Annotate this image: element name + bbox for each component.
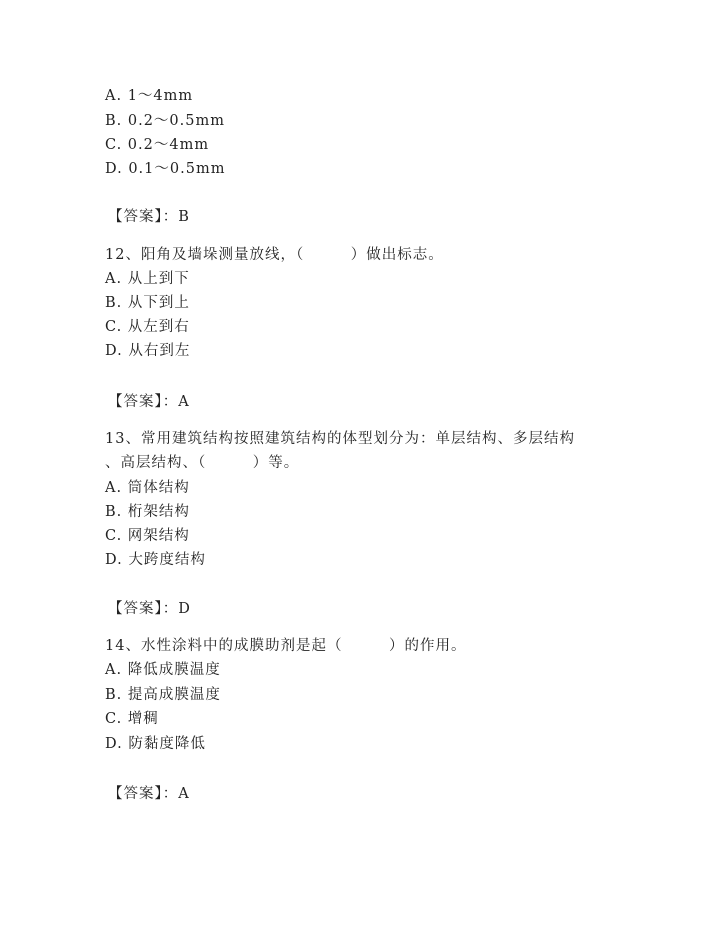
- q13-option-c: C. 网架结构: [105, 528, 190, 544]
- q13-option-b: B. 桁架结构: [105, 504, 190, 520]
- q14-option-a: A. 降低成膜温度: [105, 662, 221, 678]
- q11-option-b: B. 0.2～0.5mm: [105, 113, 225, 129]
- q11-option-a: A. 1～4mm: [105, 88, 194, 104]
- q14-option-c: C. 增稠: [105, 711, 159, 727]
- q14-answer: 【答案】：A: [108, 786, 190, 802]
- q11-option-d: D. 0.1～0.5mm: [105, 161, 226, 177]
- q14-question: 14、水性涂料中的成膜助剂是起（ ）的作用。: [105, 638, 467, 654]
- q13-option-a: A. 筒体结构: [105, 480, 190, 496]
- q13-option-d: D. 大跨度结构: [105, 552, 206, 568]
- q13-question-line1: 13、常用建筑结构按照建筑结构的体型划分为：单层结构、多层结构: [105, 431, 575, 447]
- q12-option-a: A. 从上到下: [105, 271, 190, 287]
- q12-option-c: C. 从左到右: [105, 319, 190, 335]
- q12-answer: 【答案】：A: [108, 394, 190, 410]
- q13-answer: 【答案】：D: [108, 601, 191, 617]
- q12-option-b: B. 从下到上: [105, 295, 190, 311]
- q14-option-b: B. 提高成膜温度: [105, 687, 221, 703]
- q13-question-line2: 、高层结构、（ ）等。: [105, 455, 300, 471]
- q11-option-c: C. 0.2～4mm: [105, 137, 210, 153]
- q12-option-d: D. 从右到左: [105, 343, 191, 359]
- q12-question: 12、阳角及墙垛测量放线，（ ）做出标志。: [105, 247, 444, 263]
- q11-answer: 【答案】：B: [108, 209, 190, 225]
- q14-option-d: D. 防黏度降低: [105, 736, 206, 752]
